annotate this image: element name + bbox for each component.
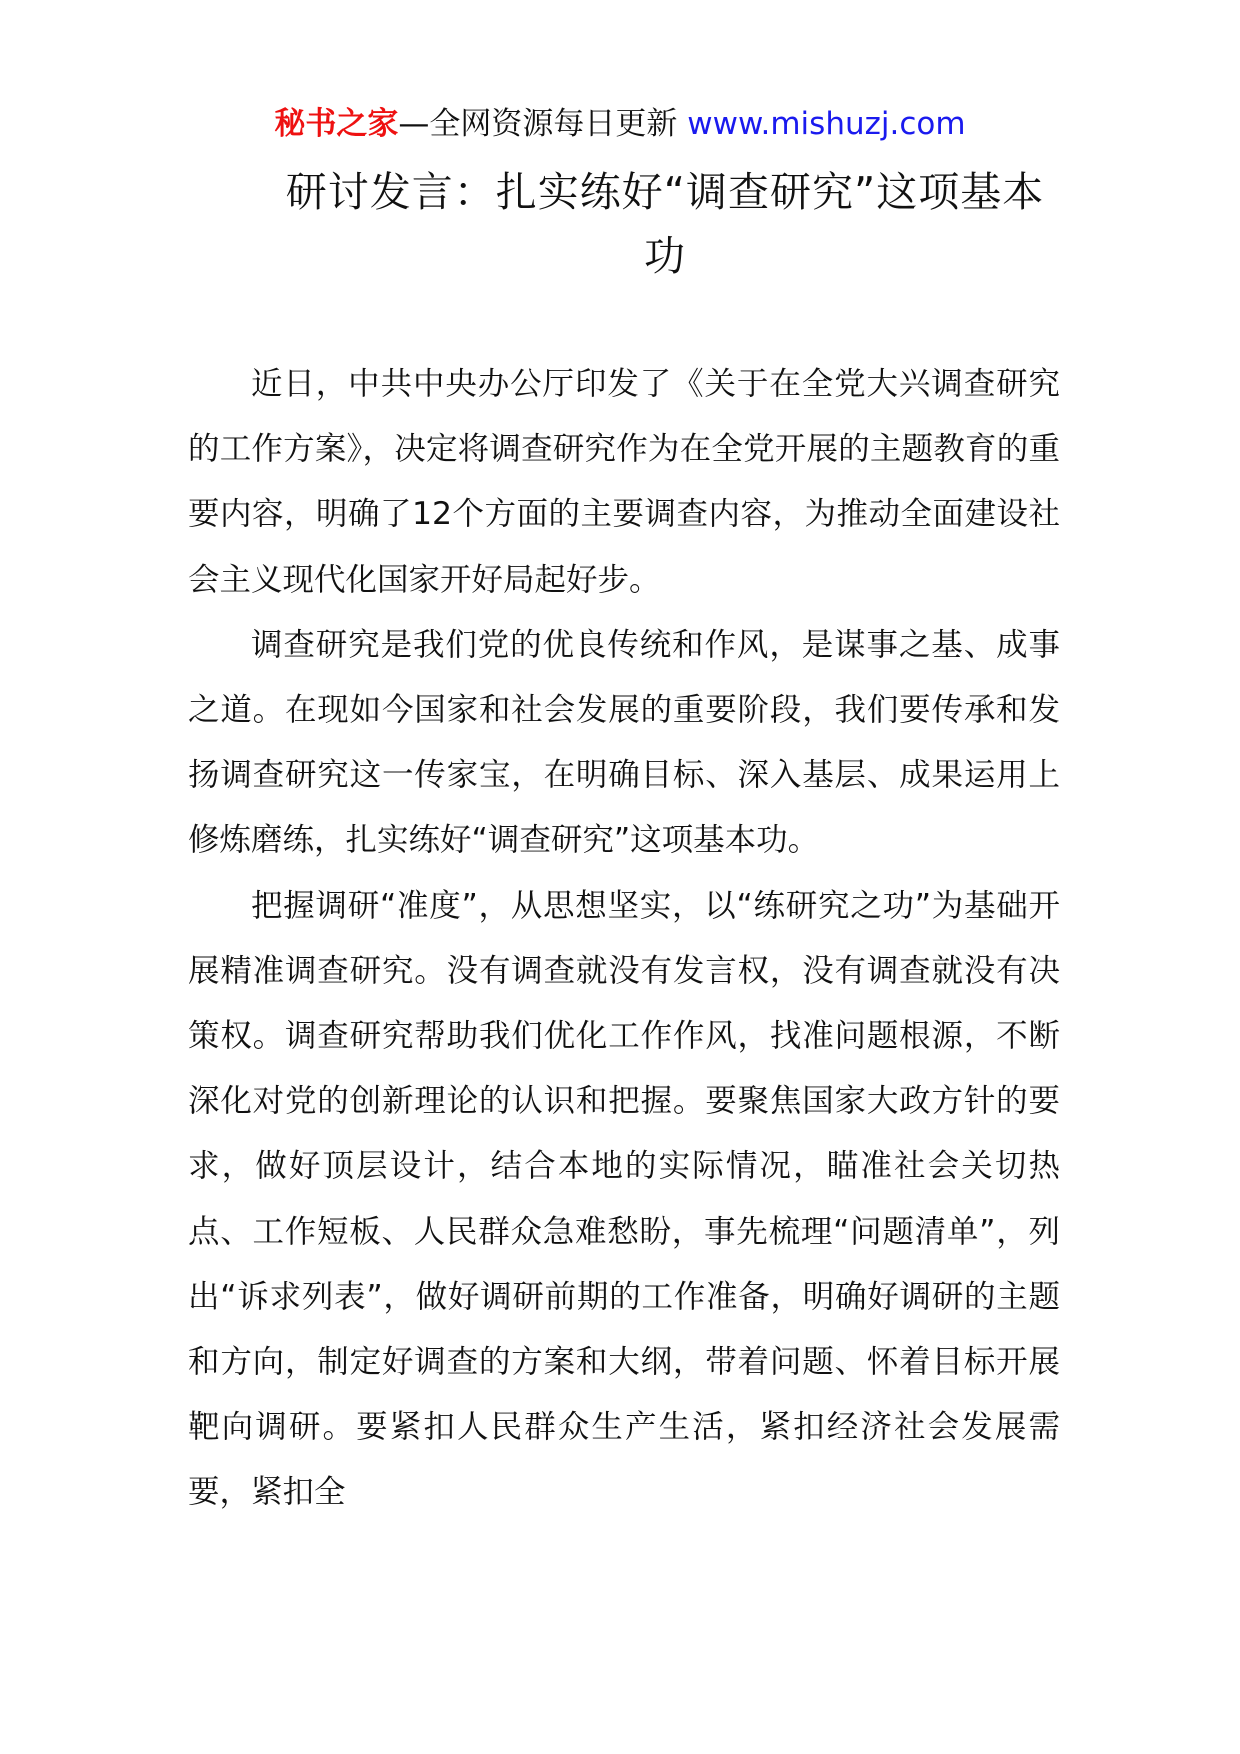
site-tagline: —全网资源每日更新 (398, 106, 678, 142)
body-paragraph: 调查研究是我们党的优良传统和作风，是谋事之基、成事之道。在现如今国家和社会发展的重要阶段，我们要传承和发扬调查研究这一传家宝，在明确目标、深入基层、成果运用上修炼磨练，扎实练好“调查研究”这项基本功。 (188, 626, 1060, 859)
document-body (188, 352, 1060, 1526)
site-header (0, 102, 1240, 146)
document-title: 研讨发言：扎实练好“调查研究”这项基本功 (285, 168, 1045, 280)
body-paragraph: 近日，中共中央办公厅印发了《关于在全党大兴调查研究的工作方案》，决定将调查研究作为在全党开展的主题教育的重要内容，明确了12个方面的主要调查内容，为推动全面建设社会主义现代化国家开好局起好步。 (188, 366, 1060, 598)
site-url-link[interactable]: www.mishuzj.com (687, 106, 966, 142)
body-paragraph: 把握调研“准度”，从思想坚实，以“练研究之功”为基础开展精准调查研究。没有调查就没有发言权，没有调查就没有决策权。调查研究帮助我们优化工作作风，找准问题根源，不断深化对党的创新理论的认识和把握。要聚焦国家大政方针的要求，做好顶层设计，结合本地的实际情况，瞄准社会关切热点、工作短板、人民群众急难愁盼，事先梳理“问题清单”，列出“诉求列表”，做好调研前期的工作准备，明确好调研的主题和方向，制定好调查的方案和大纲，带着问题、怀着目标开展靶向调研。要紧扣人民群众生产生活，紧扣经济社会发展需要，紧扣全 (188, 887, 1060, 1511)
site-brand: 秘书之家 (274, 106, 399, 142)
